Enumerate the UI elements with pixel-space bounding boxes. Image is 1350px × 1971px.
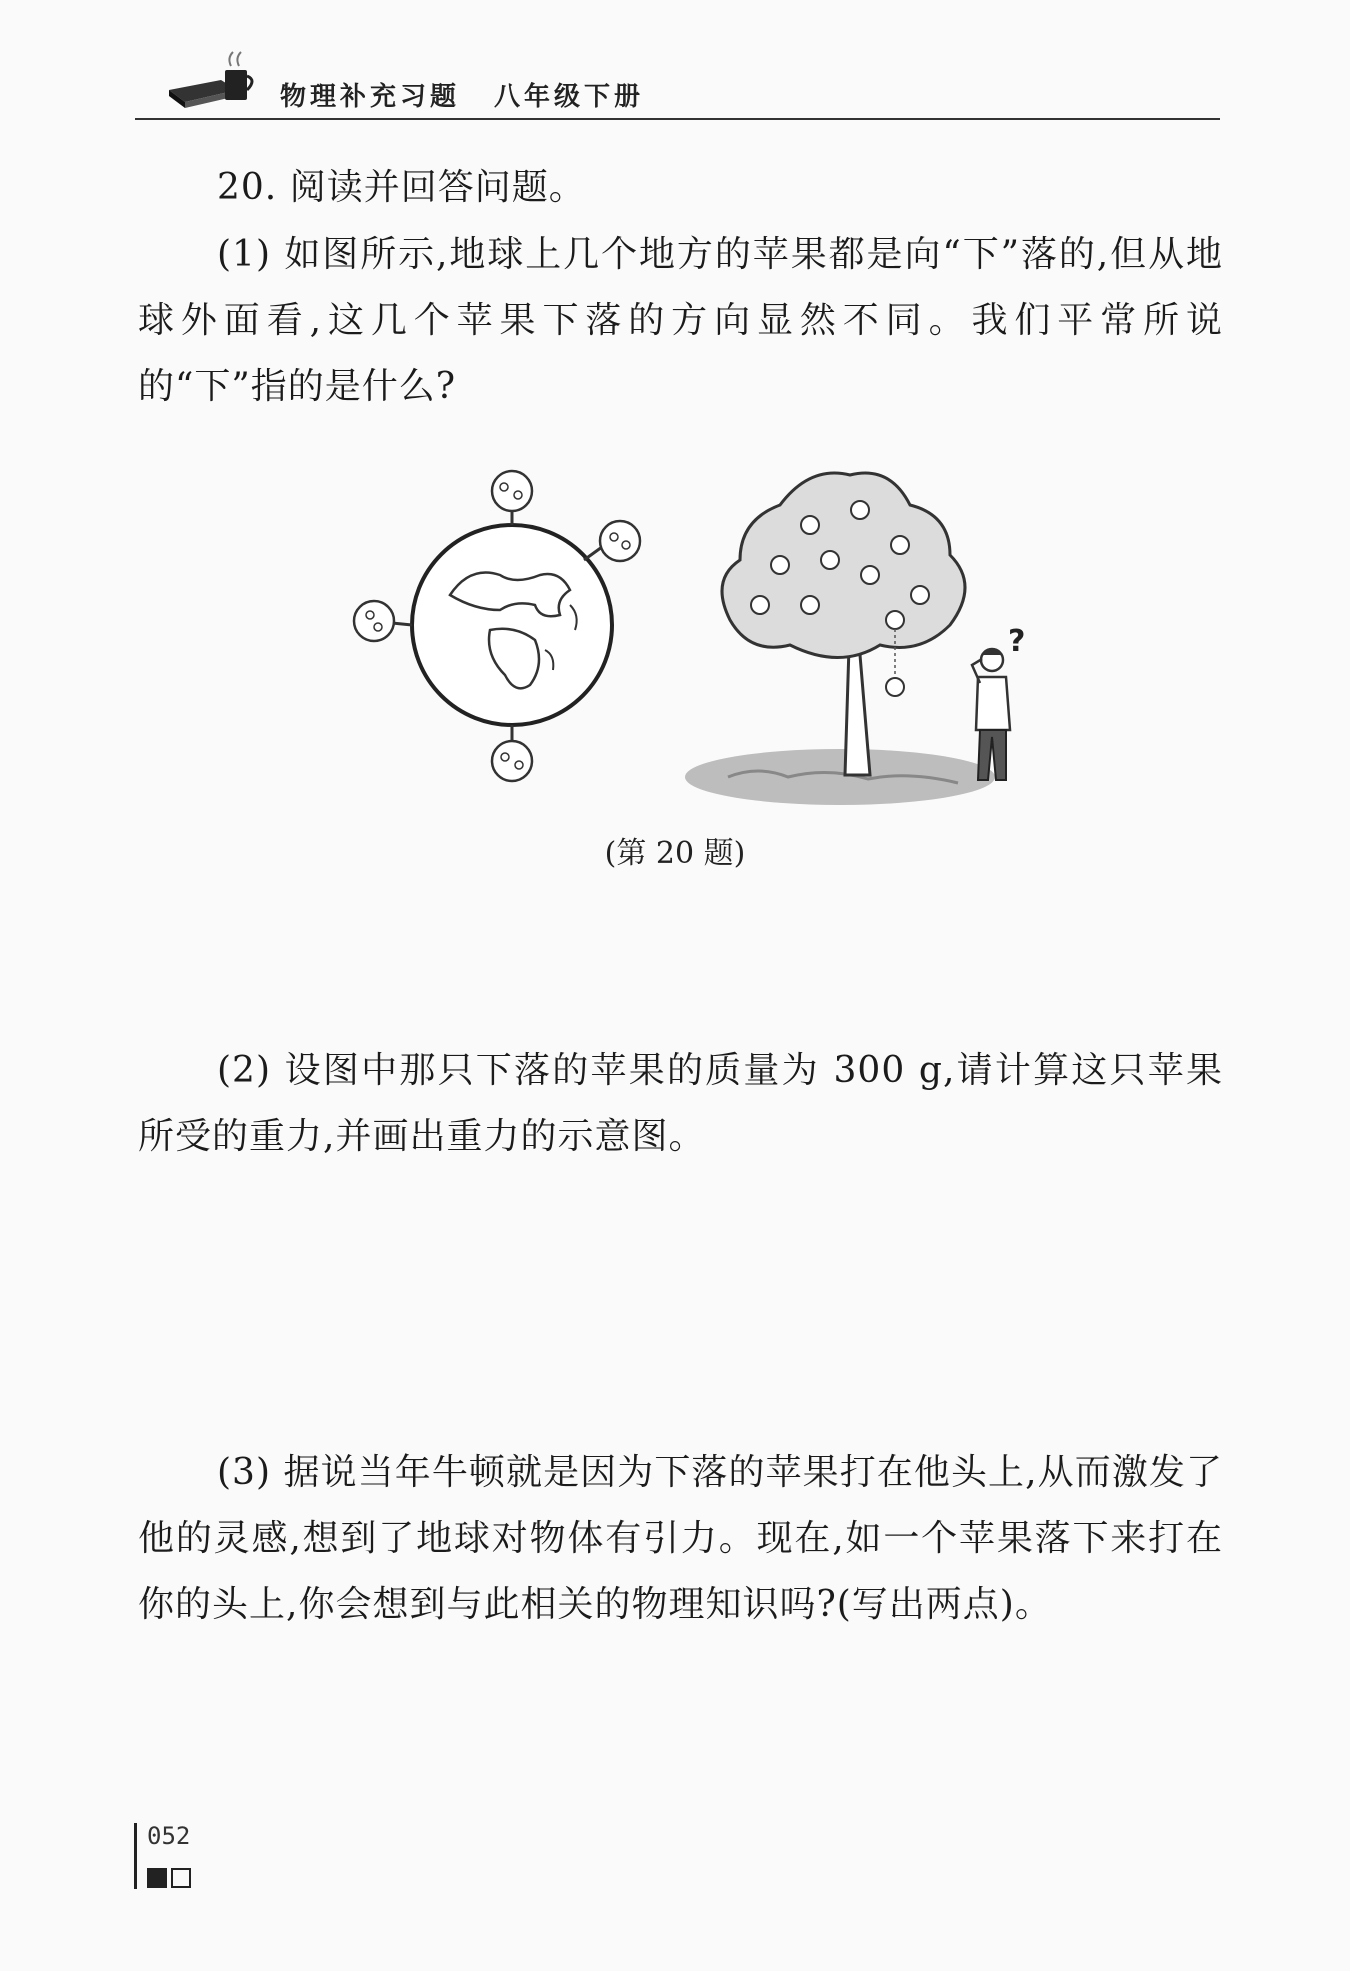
- book-cup-icon: [163, 46, 263, 116]
- header-grade: 八年级下册: [494, 82, 645, 112]
- header-subject: 物理补充习题: [280, 82, 461, 112]
- figure-caption: (第 20 题): [604, 836, 746, 871]
- tree-top: [492, 471, 532, 525]
- tree-bottom: [492, 725, 532, 781]
- footer-filled-square: [147, 1868, 167, 1888]
- earth-illustration: [412, 525, 612, 725]
- header-rule: [135, 118, 1220, 120]
- page-number: 052: [147, 1822, 191, 1850]
- tree-right: [584, 521, 640, 561]
- question-part-2: (2) 设图中那只下落的苹果的质量为 300 g,请计算这只苹果所受的重力,并画出重力的示意图。: [138, 1050, 1223, 1157]
- figure-earth-and-apple-tree: [340, 455, 1040, 815]
- question-mark-text: ?: [1008, 624, 1026, 659]
- header-title: [280, 76, 644, 113]
- question-part-3: (3) 据说当年牛顿就是因为下落的苹果打在他头上,从而激发了他的灵感,想到了地球对物体有引力。现在,如一个苹果落下来打在你的头上,你会想到与此相关的物理知识吗?(写出两点)。: [138, 1452, 1223, 1625]
- apple-tree-illustration: [685, 473, 995, 805]
- man-figure: [972, 624, 1025, 780]
- page-header: [135, 38, 1220, 120]
- tree-left: [354, 601, 412, 641]
- footer-empty-square: [171, 1868, 191, 1888]
- footer-bar: [134, 1823, 137, 1889]
- question-part-1: (1) 如图所示,地球上几个地方的苹果都是向“下”落的,但从地球外面看,这几个苹果下落的方向显然不同。我们平常所说的“下”指的是什么?: [138, 234, 1223, 407]
- question-heading: 20. 阅读并回答问题。: [217, 167, 586, 208]
